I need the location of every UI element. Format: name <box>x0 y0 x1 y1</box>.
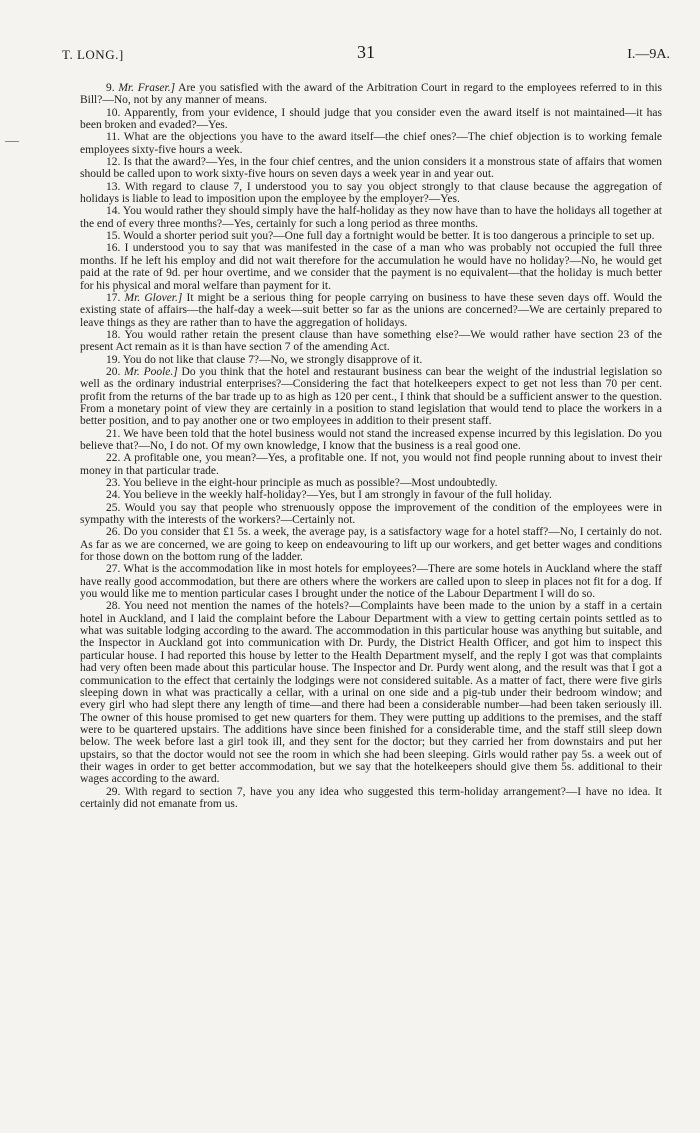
question-number: 19. <box>106 353 121 366</box>
question-text: What is the accommodation like in most hotels for employees?—There are some hotels in Auckland where the staff have really good accommodation, but there are others where the workers are called upon to sleep in places not fit for a dog. If you would like me to mention particular cases I brought under the notice of the Labour Department I will do so. <box>80 563 662 601</box>
question-number: 16. <box>106 242 121 255</box>
question-number: 27. <box>106 563 121 576</box>
question-number: 15. <box>106 230 121 243</box>
question-paragraph <box>80 489 662 501</box>
question-text: Is that the award?—Yes, in the four chief centres, and the union considers it a monstrous state of affairs that women should be called upon to work sixty-five hours on seven days a week year in and year out. <box>80 156 662 181</box>
question-paragraph <box>80 452 662 477</box>
question-text: What are the objections you have to the award itself—the chief ones?—The chief objection is to working female employees sixty-five hours a week. <box>80 131 662 156</box>
page-number: 31 <box>357 42 375 62</box>
question-text: You need not mention the names of the hotels?—Complaints have been made to the union by a staff in a certain hotel in Auckland, and I laid the complaint before the Labour Department with a view to getting certain points settled as to what was suitable lodging according to the award. The accommodation in this particular house was anything but suitable, and the Inspector in Auckland got into communication with Dr. Purdy, the District Health Officer, and got him to inspect this particular house. I had reported this house by letter to the Health Department myself, and the reply I got was that complaints had very often been made about this particular house. The Inspector and Dr. Purdy went along, and the result was that I got a communication to the effect that certainly the lodgings were not considered suitable. As a matter of fact, there were five girls sleeping down in what was practically a cellar, with a urinal on one side and a pig-tub under their bedroom window; and every girl who had slept there any length of time—and there had been a considerable number—had been taken seriously ill. The owner of this house promised to get new quarters for them. They were putting up additions to the premises, and the staff were to be quartered upstairs. The additions have since been finished for a considerable time, and the staff still sleep down below. The week before last a girl took ill, and they sent for the doctor; but they carried her from downstairs and put her upstairs, so that the doctor would not see the room in which she had been sleeping. Girls would rather pay 5s. a week out of their wages in order to get better accommodation, but we say that the hotelkeepers should give them 5s. additional to their wages according to the award. <box>80 600 662 786</box>
question-number: 29. <box>106 785 121 798</box>
question-number: 14. <box>106 205 121 218</box>
question-number: 26. <box>106 526 121 539</box>
document-code: I.—9A. <box>627 47 670 62</box>
question-paragraph <box>80 82 662 107</box>
question-paragraph <box>80 600 662 785</box>
question-paragraph <box>80 477 662 489</box>
question-number: 23. <box>106 477 121 489</box>
question-number: 12. <box>106 156 121 169</box>
speaker-name: Mr. Poole.] <box>124 365 178 378</box>
question-number: 21. <box>106 427 121 440</box>
question-number: 17. <box>106 291 121 304</box>
question-number: 10. <box>106 106 121 119</box>
question-number: 20. <box>106 365 121 378</box>
question-paragraph <box>80 107 662 132</box>
page-header <box>62 44 670 66</box>
header-witness: T. LONG.] <box>62 47 124 62</box>
question-paragraph <box>80 181 662 206</box>
question-text: Apparently, from your evidence, I should judge that you consider even the award itself is not maintained—it has been broken and evaded?—Yes. <box>80 106 662 132</box>
speaker-name: Mr. Fraser.] <box>118 82 176 94</box>
margin-mark <box>5 141 19 142</box>
question-number: 24. <box>106 489 121 502</box>
question-paragraph <box>80 230 662 242</box>
speaker-name: Mr. Glover.] <box>124 291 183 304</box>
question-paragraph <box>80 786 662 811</box>
question-text: You would rather they should simply have the half-holiday as they now have than to have the holidays all together at the end of every three months?—Yes, certainly for such a long period as three months. <box>80 205 663 230</box>
question-text: You believe in the weekly half-holiday?—Yes, but I am strongly in favour of the full holiday. <box>122 489 552 502</box>
question-paragraph <box>80 502 662 527</box>
question-text: Would you say that people who strenuously oppose the improvement of the condition of the employees were in sympathy with the interests of the workers?—Certainly not. <box>80 501 662 527</box>
question-text: You believe in the eight-hour principle as much as possible?—Most undoubtedly. <box>122 477 498 489</box>
question-paragraph <box>80 366 662 428</box>
question-text: You do not like that clause 7?—No, we strongly disapprove of it. <box>122 353 423 366</box>
question-text: With regard to clause 7, I understood you to say you object strongly to that clause because the aggregation of holidays is liable to lead to imposition upon the employee by the employer?—Yes. <box>80 180 663 206</box>
question-paragraph <box>80 156 662 181</box>
question-paragraph <box>80 354 662 366</box>
question-paragraph <box>80 563 662 600</box>
question-text: With regard to section 7, have you any idea who suggested this term-holiday arrangement?—I have no idea. It certainly did not emanate from us. <box>80 785 662 810</box>
page-body <box>80 82 662 810</box>
question-paragraph <box>80 131 662 156</box>
question-number: 22. <box>106 452 121 465</box>
question-paragraph <box>80 329 662 354</box>
question-paragraph <box>80 242 662 291</box>
question-text: A profitable one, you mean?—Yes, a profitable one. If not, you would not find people running about to invest their money in that particular trade. <box>80 452 662 477</box>
question-text: Do you consider that £1 5s. a week, the average pay, is a satisfactory wage for a hotel staff?—No, I certainly do not. As far as we are concerned, we are going to keep on endeavouring to lift up our workers, and get better wages and conditions for those down on the bottom rung of the ladder. <box>80 526 662 564</box>
question-number: 11. <box>106 131 120 144</box>
question-number: 18. <box>106 328 121 341</box>
question-text: Do you think that the hotel and restaurant business can bear the weight of the industrial legislation so well as the ordinary industrial enterprises?—Considering the fact that hotelkeepers expect to get not less than 70 per cent. profit from the returns of the bar trade up to as high as 120 per cent., I think that should be a sufficient answer to the question. From a monetary point of view they are certainly in a position to stand legislation that would tend to place the workers in a better position, and to pay another one or two employees in addition to their present staff. <box>80 365 663 428</box>
question-text: Are you satisfied with the award of the Arbitration Court in regard to the employees referred to in this Bill?—No, not by any manner of means. <box>80 82 662 107</box>
question-text: Would a shorter period suit you?—One full day a fortnight would be better. It is too dangerous a principle to set up. <box>123 230 655 243</box>
question-text: We have been told that the hotel business would not stand the increased expense incurred by this legislation. Do you believe that?—No, I do not. Of my own knowledge, I know that the business is a real good one. <box>80 427 662 452</box>
question-paragraph <box>80 428 662 453</box>
question-text: I understood you to say that was manifested in the case of a man who was probably not occupied the full three months. If he left his employ and did not wait therefore for the accumulation he would have no holiday?—No, he would get paid at the rate of 9d. per hour overtime, and we consider that the payment is no equivalent—that the holiday is much better for his physical and moral welfare than payment for it. <box>80 242 662 292</box>
question-paragraph <box>80 526 662 563</box>
question-number: 13. <box>106 180 121 193</box>
question-paragraph <box>80 205 662 230</box>
question-text: You would rather retain the present clause than have something else?—We would rather have section 23 of the present Act remain as it is than have section 7 of the amending Act. <box>80 328 662 354</box>
question-number: 25. <box>106 501 121 514</box>
question-number: 9. <box>106 82 115 94</box>
question-paragraph <box>80 292 662 329</box>
question-number: 28. <box>106 600 121 613</box>
question-text: It might be a serious thing for people carrying on business to have these seven days off. Would the existing state of affairs—the half-day a week—suit better so far as the unions are concerned?—We are certainly prepared to leave things as they are rather than to have the aggregation of holidays. <box>80 291 663 329</box>
